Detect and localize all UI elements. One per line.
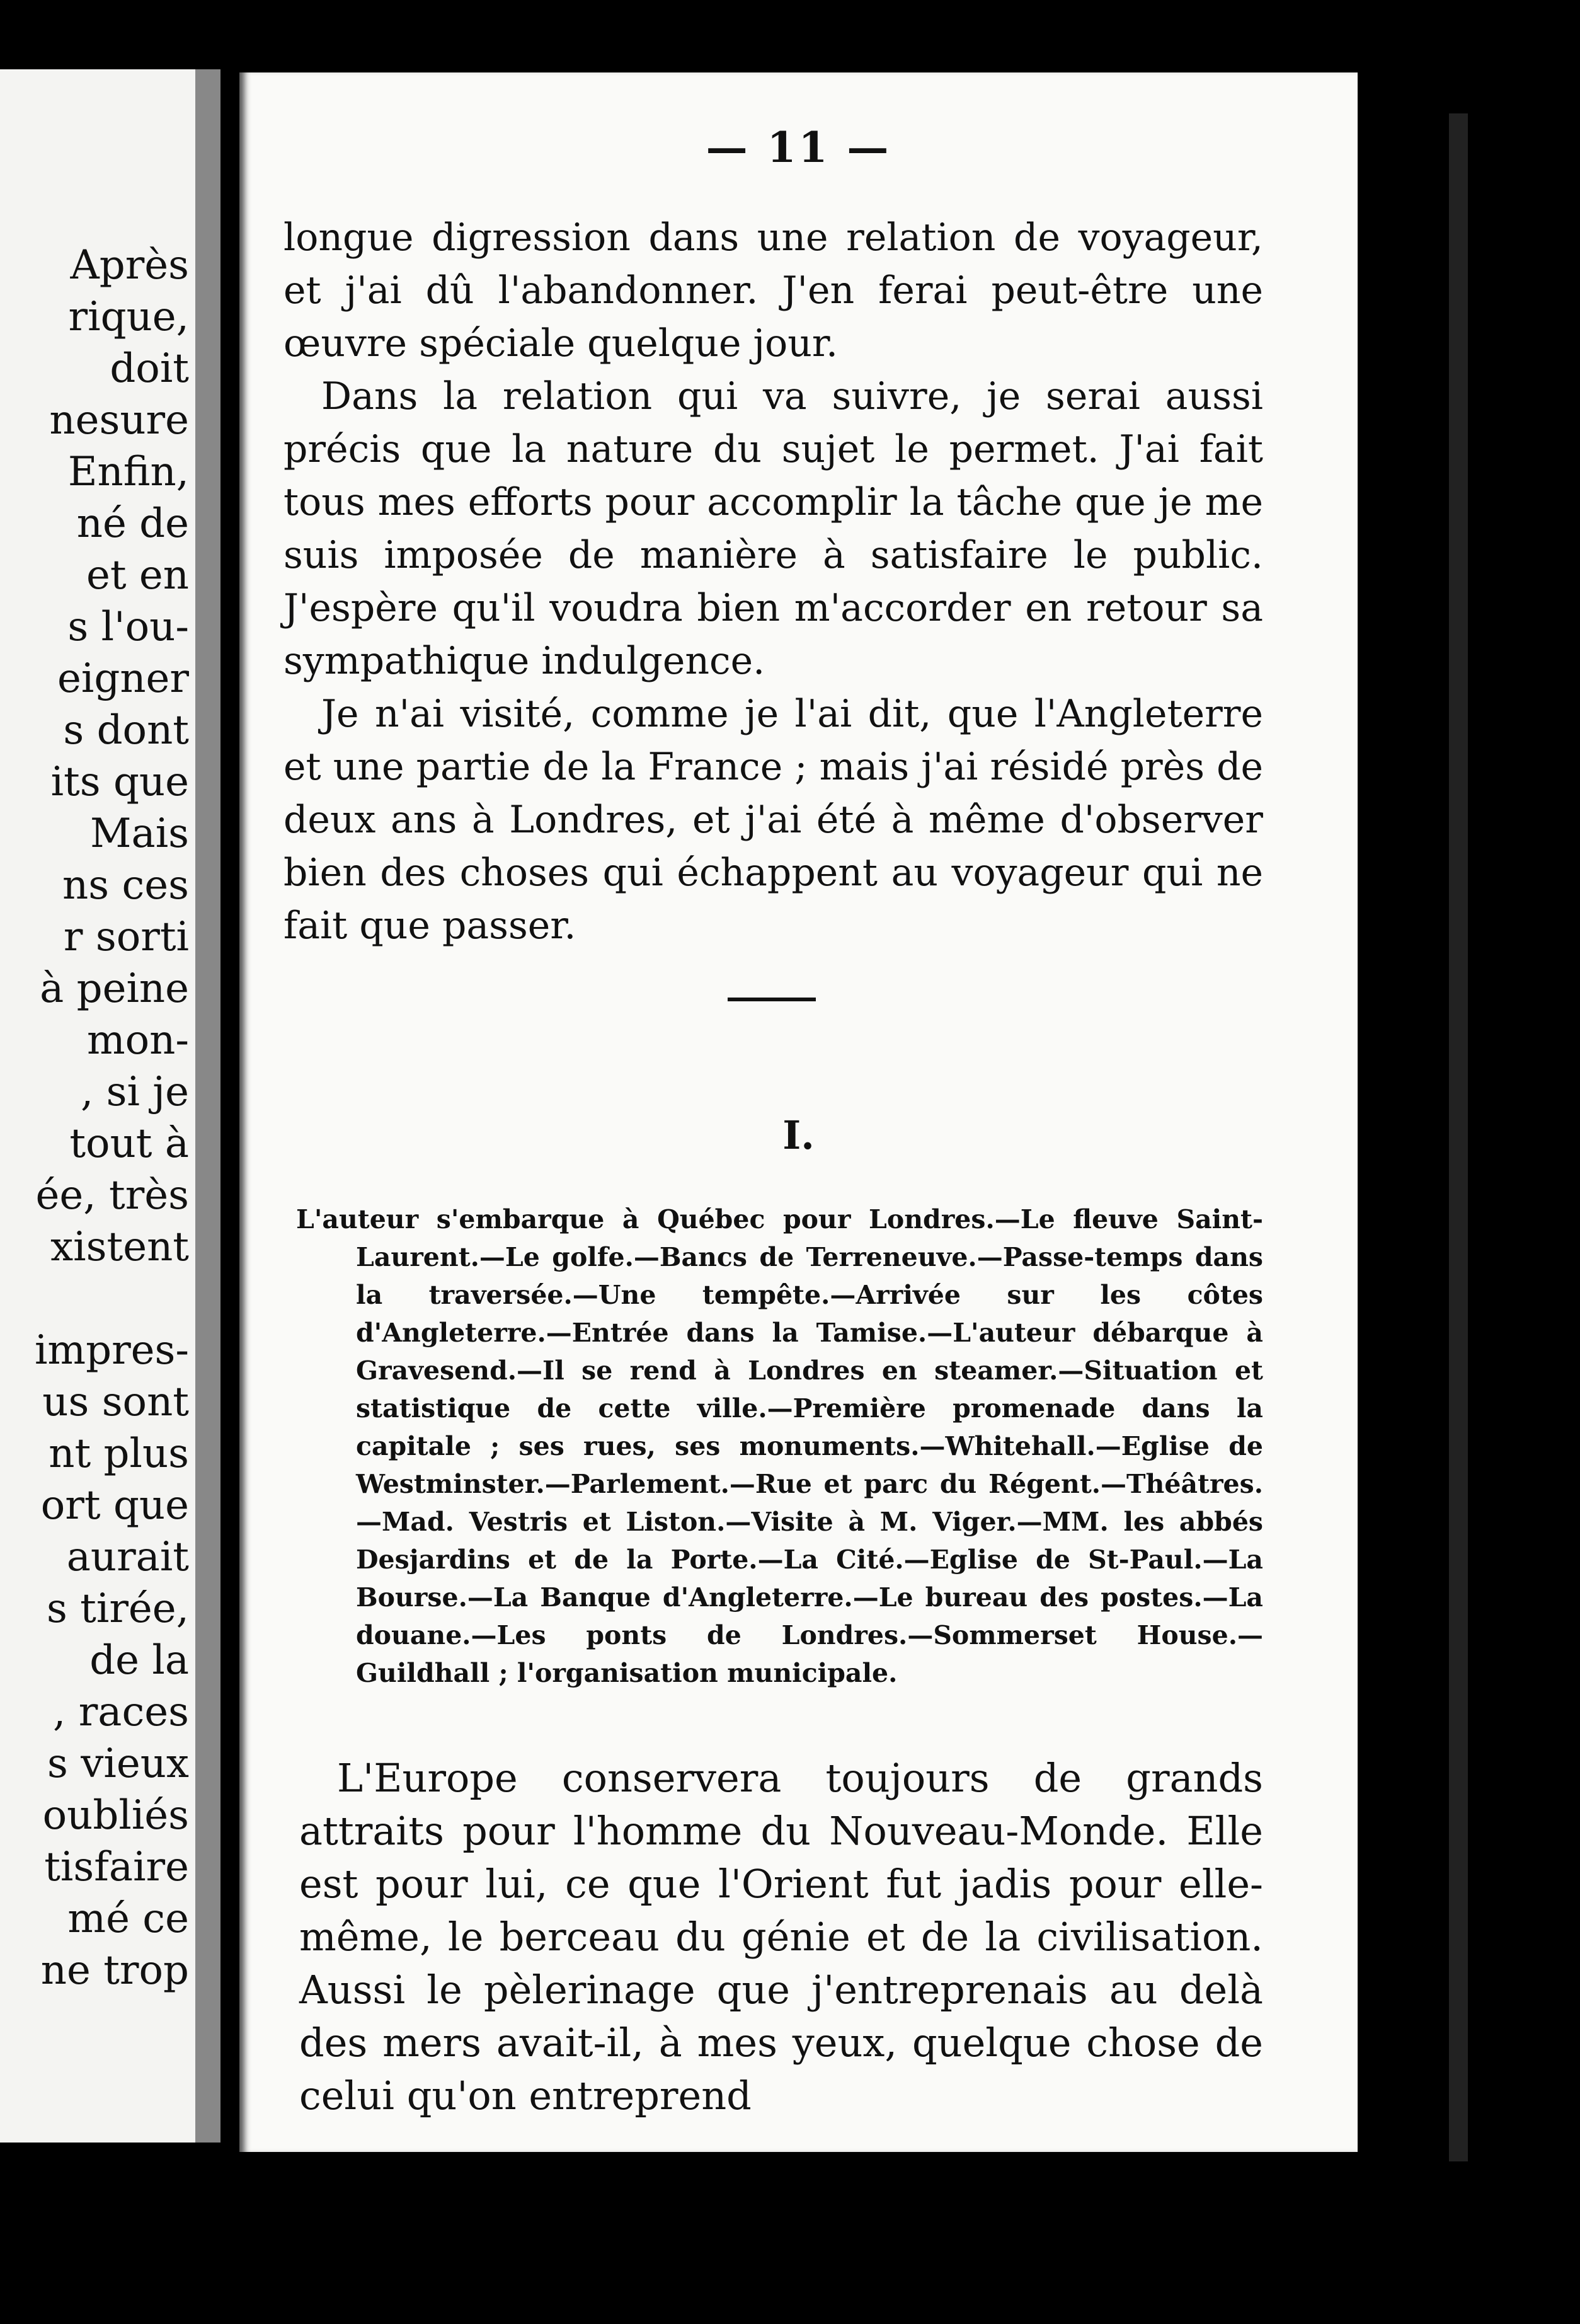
left-fragment: nt plus (49, 1430, 189, 1477)
left-fragment: Après (70, 242, 189, 289)
left-fragment: nesure (49, 397, 189, 444)
left-fragment: impres- (34, 1327, 189, 1374)
facing-page-left (0, 69, 220, 2143)
left-fragment: s tirée, (46, 1585, 189, 1632)
left-fragment: né de (76, 500, 189, 547)
book-page (239, 72, 1358, 2152)
left-fragment: s vieux (47, 1740, 189, 1787)
left-fragment: mon- (86, 1017, 189, 1064)
left-fragment: rique, (68, 294, 189, 340)
section-divider (728, 998, 816, 1001)
left-fragment: eigner (57, 655, 189, 702)
paragraph: longue digression dans une relation de voyageur, et j'ai dû l'abandonner. J'en ferai peut-être une œuvre spéciale quelque jour. (283, 216, 1263, 365)
left-fragment: s l'ou- (67, 604, 189, 650)
left-fragment: , si je (80, 1069, 189, 1115)
left-fragment: ns ces (62, 862, 189, 909)
left-fragment: its que (50, 759, 189, 805)
left-fragment: Mais (90, 810, 189, 857)
left-fragment: à peine (40, 965, 189, 1012)
left-fragment: xistent (50, 1224, 189, 1270)
paragraph: Dans la relation qui va suivre, je serai aussi précis que la nature du sujet le permet. J'ai fait tous mes efforts pour accomplir la tâche que je me suis imposée de manière à satisfaire le public. J'espère qu'il voudra bien m'accorder en retour sa sympathique indulgence. (283, 374, 1263, 683)
paragraph: Je n'ai visité, comme je l'ai dit, que l'Angleterre et une partie de la France ; mais j'ai résidé près de deux ans à Londres, et j'ai été à même d'observer bien des choses qui échappent au voyageur qui ne fait que passer. (283, 692, 1263, 948)
binding-edge (1449, 113, 1468, 2161)
chapter-summary: L'auteur s'embarque à Québec pour Londres.—Le fleuve Saint-Laurent.—Le golfe.—Bancs de Terreneuve.—Passe-temps dans la traversée.—Une tempête.—Arrivée sur les côtes d'Angleterre.—Entrée dans la Tamise.—L'auteur débarque à Gravesend.—Il se rend à Londres en steamer.—Situation et statistique de cette ville.—Première promenade dans la capitale ; ses rues, ses monuments.—Whitehall.—Eglise de Westminster.—Parlement.—Rue et parc du Régent.—Théâtres.—Mad. Vestris et Liston.—Visite à M. Viger.—MM. les abbés Desjardins et de la Porte.—La Cité.—Eglise de St-Paul.—La Bourse.—La Banque d'Angleterre.—Le bureau des postes.—La douane.—Les ponts de Londres.—Sommerset House.—Guildhall ; l'organisation municipale. (296, 1204, 1263, 1688)
chapter-number: I. (782, 1112, 815, 1158)
left-fragment: oubliés (42, 1792, 189, 1839)
left-fragment: r sorti (63, 914, 189, 960)
left-fragment: ne trop (40, 1947, 189, 1994)
left-fragment: aurait (66, 1534, 189, 1580)
left-fragment: de la (89, 1637, 189, 1684)
left-fragment: mé ce (67, 1895, 189, 1942)
chapter-opening-paragraph: L'Europe conservera toujours de grands attraits pour l'homme du Nouveau-Monde. Elle est pour lui, ce que l'Orient fut jadis pour elle-même, le berceau du génie et de la civilisation. Aussi le pèlerinage que j'entreprenais au delà des mers avait-il, à mes yeux, quelque chose de celui qu'on entreprend (299, 1755, 1263, 2119)
left-fragment: Enfin, (67, 449, 189, 495)
left-fragment: tisfaire (44, 1844, 189, 1890)
left-fragment: et en (86, 552, 189, 599)
left-fragment: s dont (63, 707, 189, 754)
left-fragment: ort que (40, 1482, 189, 1529)
left-fragment: doit (110, 345, 189, 392)
left-fragment: ée, très (35, 1172, 189, 1219)
left-fragment: us sont (42, 1379, 189, 1425)
left-fragment: tout à (69, 1120, 189, 1167)
left-fragment: , races (53, 1689, 189, 1735)
intro-text (283, 211, 1263, 952)
page-number-header: — 11 — (706, 123, 891, 172)
